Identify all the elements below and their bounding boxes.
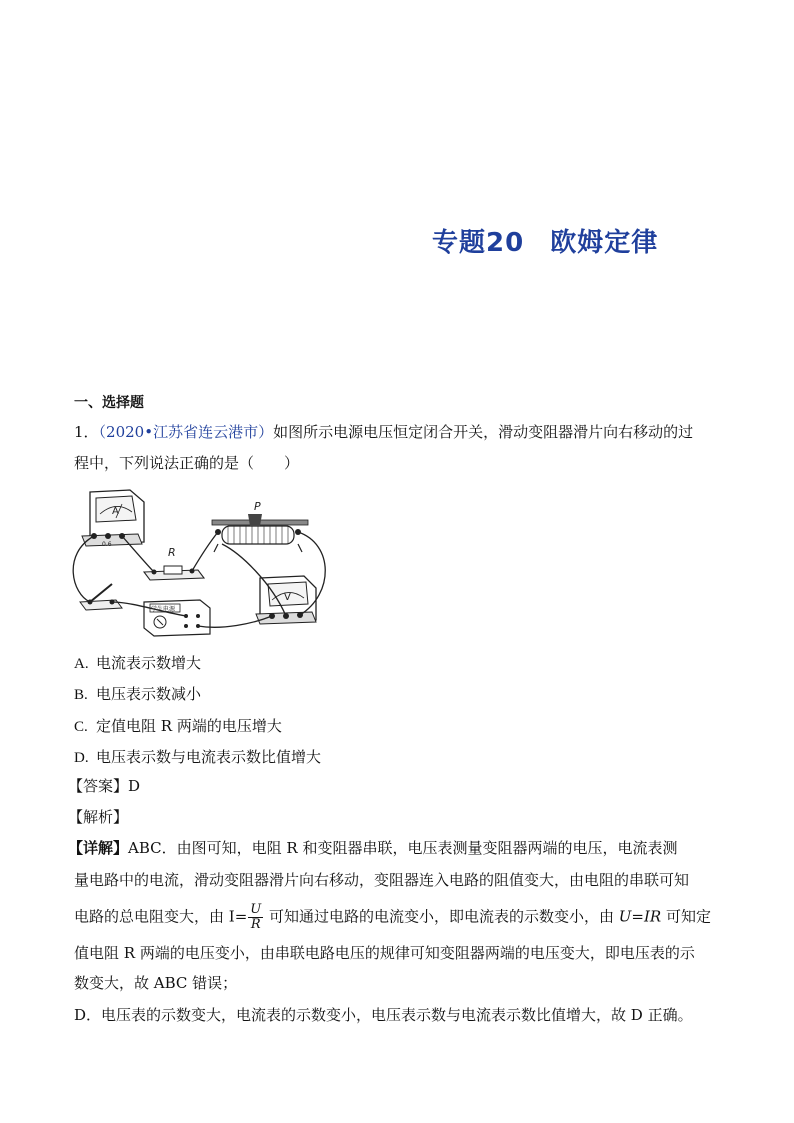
ammeter-label: A xyxy=(112,506,119,517)
option-c-label: C. xyxy=(74,719,88,735)
ohm-fraction xyxy=(248,903,263,932)
detail-line-1 xyxy=(68,838,677,858)
ohm-formula: U=IR xyxy=(618,907,662,926)
detail-line-1-text: ABC．由图可知，电阻 R 和变阻器串联，电压表测量变阻器两端的电压，电流表测 xyxy=(128,839,678,857)
answer-value: D xyxy=(128,777,141,795)
option-a xyxy=(74,652,201,673)
option-a-label: A. xyxy=(74,656,89,672)
option-b-text: 电压表示数减小 xyxy=(96,685,202,703)
fraction-denominator: R xyxy=(250,917,261,932)
detail-line-2: 量电路中的电流，滑动变阻器滑片向右移动，变阻器连入电路的阻值变大，由电阻的串联可知 xyxy=(74,871,690,889)
section-heading: 一、选择题 xyxy=(74,395,144,411)
detail-line-3b: 可知通过电路的电流变小，即电流表的示数变小，由 xyxy=(264,907,619,926)
option-b-label: B. xyxy=(74,687,88,703)
question-stem-text-1: 如图所示电源电压恒定闭合开关，滑动变阻器滑片向右移动的过 xyxy=(273,423,694,441)
detail-line-4: 值电阻 R 两端的电压变小，由串联电路电压的规律可知变阻器两端的电压变大，即电压表的示 xyxy=(74,944,695,962)
option-d-label: D. xyxy=(74,750,89,766)
option-c xyxy=(74,715,282,736)
option-b xyxy=(74,683,201,704)
detail-line-6: D．电压表的示数变大，电流表的示数变小，电压表示数与电流表示数比值增大，故 D 正确。 xyxy=(74,1006,693,1024)
switch-icon xyxy=(80,584,122,610)
topic-number: 专题20 xyxy=(432,228,525,258)
power-supply-label: 学生电源 xyxy=(151,606,176,613)
slider-label: P xyxy=(254,500,261,513)
topic-name: 欧姆定律 xyxy=(550,228,659,258)
option-c-text: 定值电阻 R 两端的电压增大 xyxy=(96,717,282,735)
question-source: （2020•江苏省连云港市） xyxy=(98,423,274,441)
detail-line-3 xyxy=(74,903,711,932)
analysis-tag: 【解析】 xyxy=(68,808,129,826)
circuit-figure xyxy=(72,484,334,644)
option-a-text: 电流表示数增大 xyxy=(96,654,202,672)
voltmeter-label: V xyxy=(284,592,291,603)
ammeter-scale-label: 0.6 xyxy=(102,541,112,548)
answer-tag: 【答案】 xyxy=(68,777,129,795)
fraction-numerator: U xyxy=(250,902,262,917)
resistor-label: R xyxy=(168,546,176,559)
answer-line xyxy=(68,776,140,796)
detail-tag: 【详解】 xyxy=(68,839,129,857)
question-number: 1． xyxy=(74,423,99,441)
detail-line-3d: 可知定 xyxy=(661,907,711,926)
question-stem-line-2: 程中，下列说法正确的是（ ） xyxy=(74,454,300,472)
option-d xyxy=(74,746,321,767)
power-supply-icon xyxy=(144,600,210,636)
detail-line-3a: 电路的总电阻变大，由 I= xyxy=(74,907,248,926)
rheostat-icon xyxy=(212,500,308,552)
resistor-icon xyxy=(144,546,204,580)
document-title xyxy=(432,222,658,259)
voltmeter-icon xyxy=(256,576,316,624)
ammeter-icon xyxy=(82,490,144,548)
option-d-text: 电压表示数与电流表示数比值增大 xyxy=(96,748,322,766)
detail-line-5: 数变大，故 ABC 错误； xyxy=(74,974,238,992)
question-stem-line-1 xyxy=(74,422,693,442)
